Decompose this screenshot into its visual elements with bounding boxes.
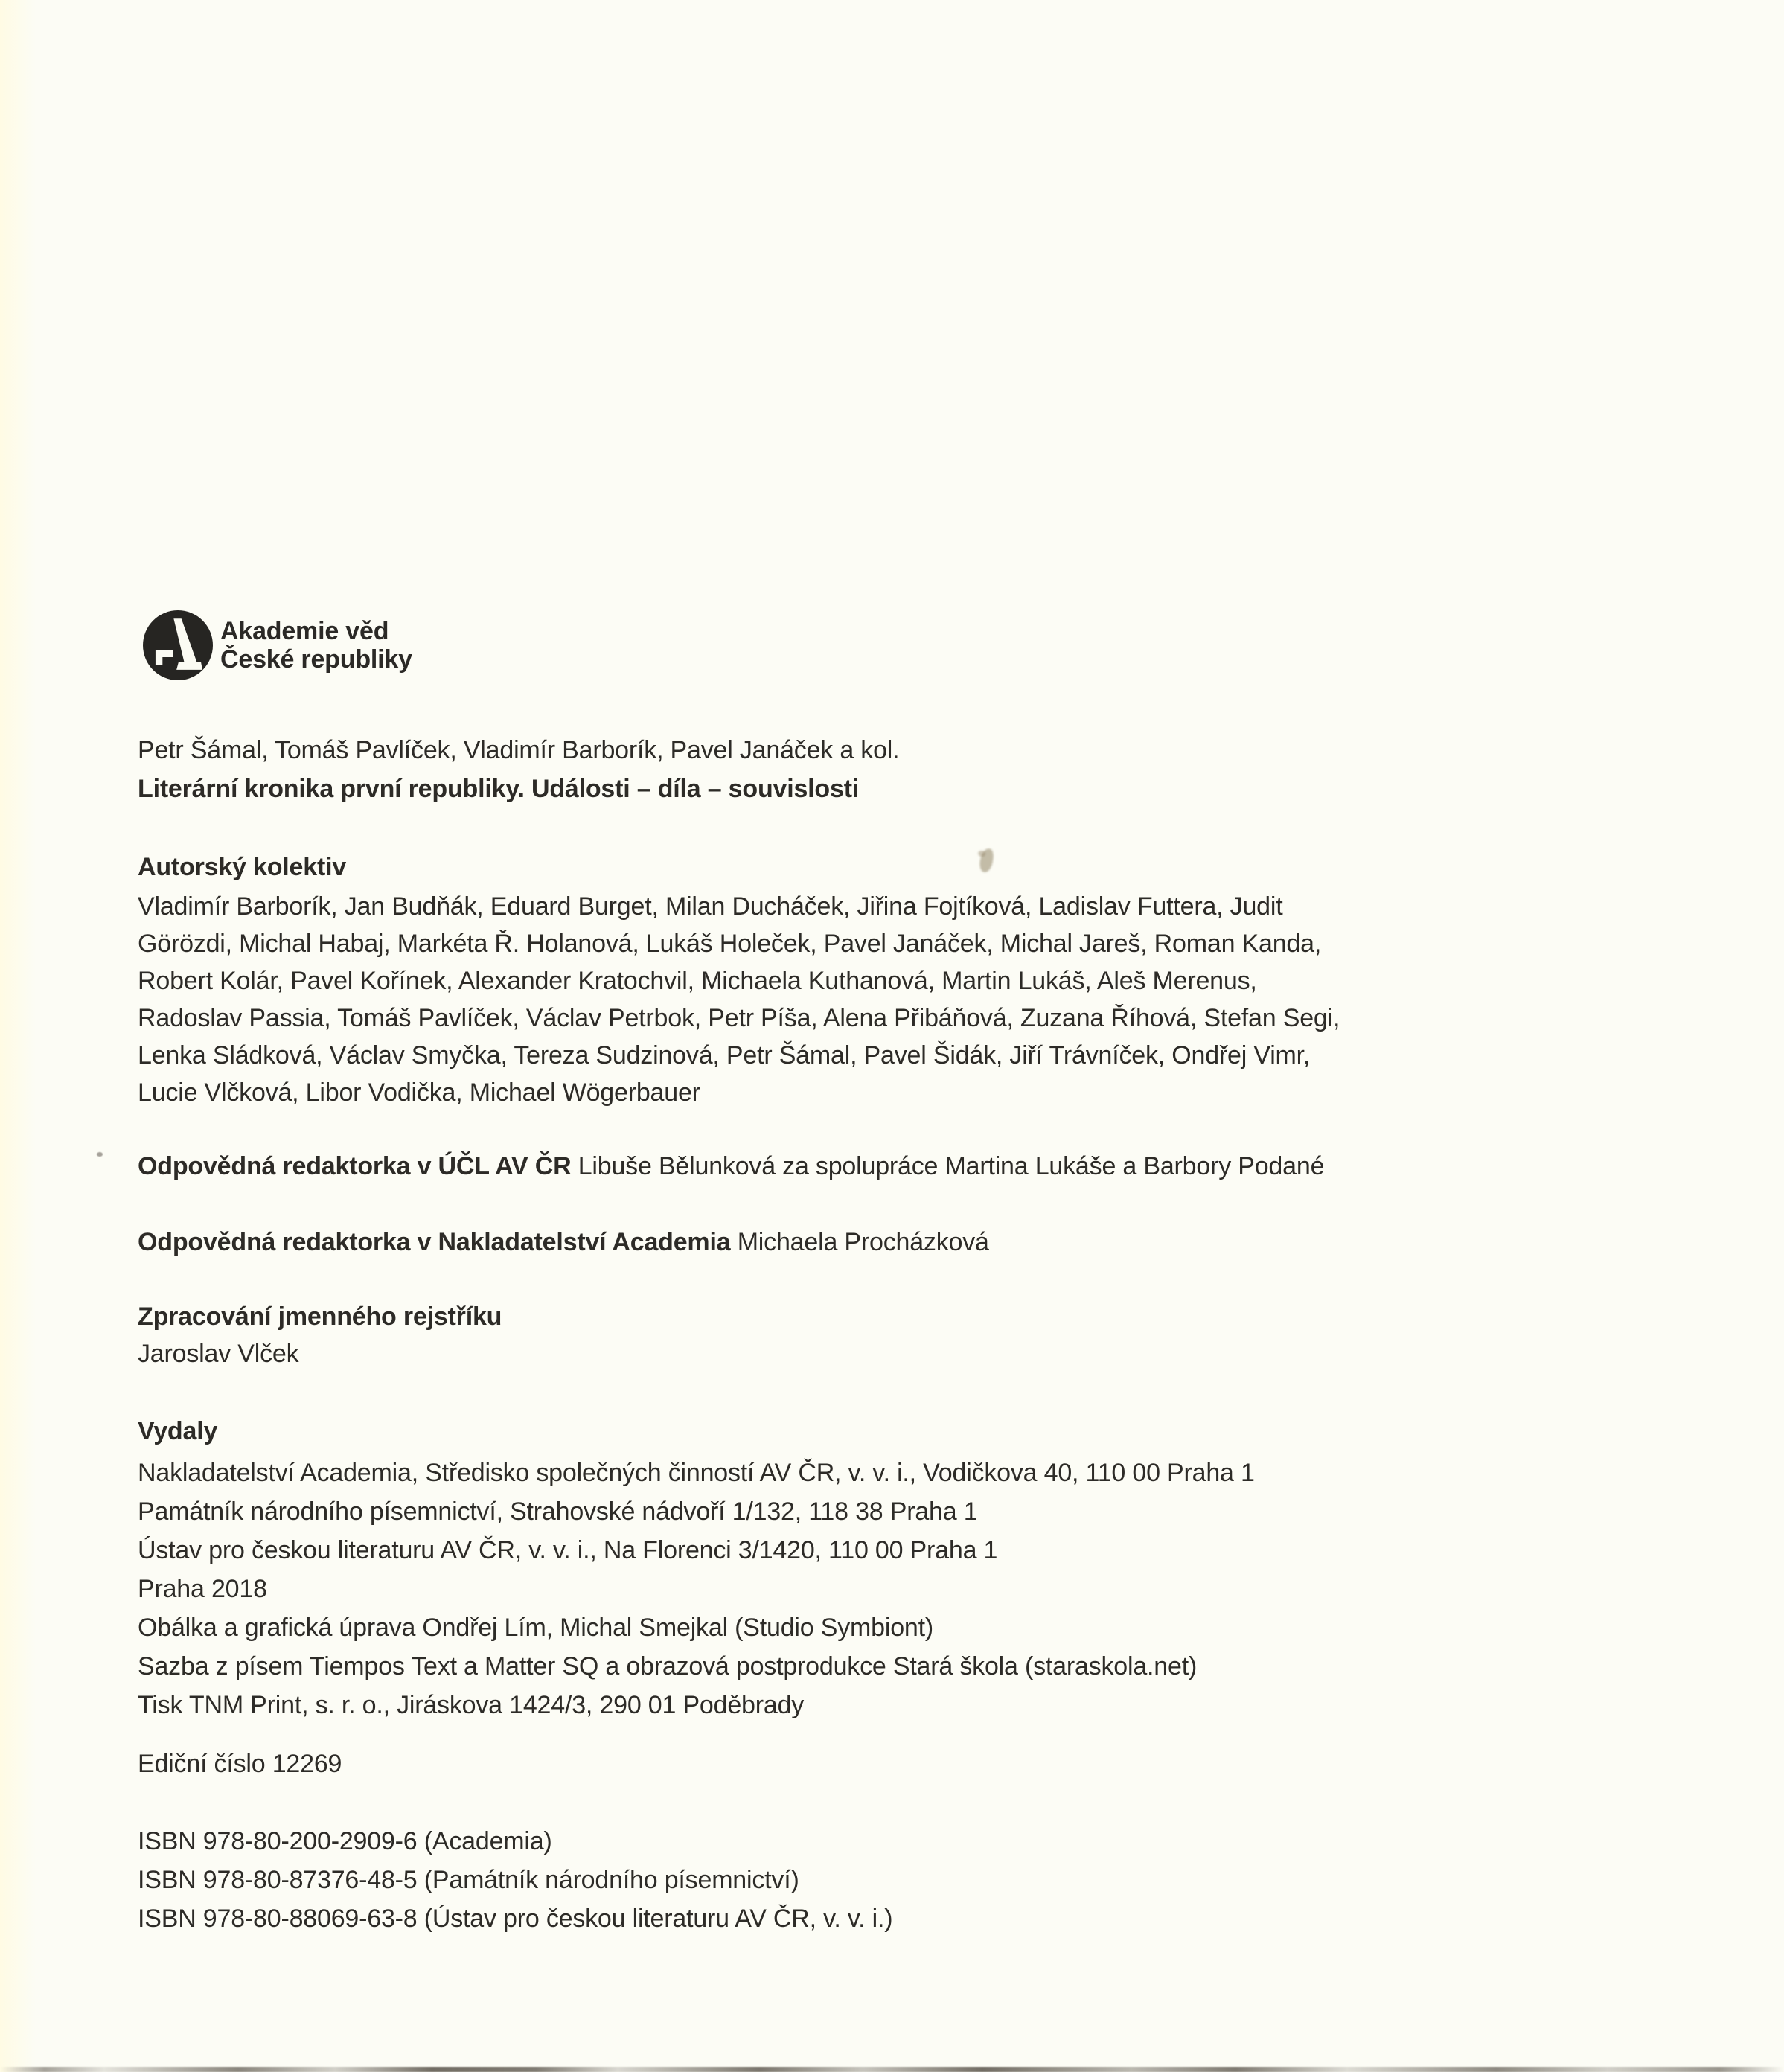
edition-number: Ediční číslo 12269 [138, 1750, 342, 1778]
authors-line: Görözdi, Michal Habaj, Markéta Ř. Holanová, Lukáš Holeček, Pavel Janáček, Michal Jareš, Roman Kanda, [138, 930, 1322, 958]
authors-heading: Autorský kolektiv [138, 853, 347, 881]
authors-line: Vladimír Barborík, Jan Budňák, Eduard Burget, Milan Ducháček, Jiřina Fojtíková, Ladislav Futtera, Judit [138, 892, 1283, 921]
imprint-line: Sazba z písem Tiempos Text a Matter SQ a obrazová postprodukce Stará škola (staraskola.net) [138, 1652, 1198, 1681]
editor-value: Michaela Procházková [737, 1228, 989, 1256]
name-index-author: Jaroslav Vlček [138, 1340, 299, 1368]
scan-dot [97, 1152, 103, 1157]
responsible-editor-ucl [138, 1150, 1324, 1183]
imprint-line: Obálka a grafická úprava Ondřej Lím, Michal Smejkal (Studio Symbiont) [138, 1614, 933, 1642]
publisher-logo [143, 610, 412, 680]
authors-list [138, 888, 1340, 1111]
authors-line: Robert Kolár, Pavel Kořínek, Alexander Kratochvil, Michaela Kuthanová, Martin Lukáš, Aleš Merenus, [138, 967, 1257, 995]
isbn-line: ISBN 978-80-88069-63-8 (Ústav pro českou literaturu AV ČR, v. v. i.) [138, 1905, 893, 1933]
publisher-name-line2: České republiky [220, 645, 412, 674]
publisher-name [220, 617, 412, 674]
responsible-editor-academia [138, 1226, 989, 1259]
imprint-heading: Vydaly [138, 1417, 218, 1445]
imprint-line: Praha 2018 [138, 1575, 267, 1603]
editor-label: Odpovědná redaktorka v Nakladatelství Academia [138, 1228, 731, 1256]
scan-left-tint [0, 0, 45, 2072]
imprint-line: Nakladatelství Academia, Středisko společných činností AV ČR, v. v. i., Vodičkova 40, 110 00 Praha 1 [138, 1459, 1255, 1487]
isbn-line: ISBN 978-80-200-2909-6 (Academia) [138, 1827, 552, 1855]
editor-value: Libuše Bělunková za spolupráce Martina Lukáše a Barbory Podané [578, 1152, 1325, 1180]
scan-edge [0, 2067, 1784, 2072]
authors-line: Lucie Vlčková, Libor Vodička, Michael Wögerbauer [138, 1078, 700, 1107]
imprint-list [138, 1454, 1255, 1724]
avcr-logo-icon [143, 610, 213, 680]
byline: Petr Šámal, Tomáš Pavlíček, Vladimír Barborík, Pavel Janáček a kol. [138, 736, 900, 764]
isbn-line: ISBN 978-80-87376-48-5 (Památník národního písemnictví) [138, 1866, 799, 1894]
isbn-list [138, 1822, 892, 1938]
scan-smudge [979, 848, 994, 873]
authors-line: Lenka Sládková, Václav Smyčka, Tereza Sudzinová, Petr Šámal, Pavel Šidák, Jiří Trávníček, Ondřej Vimr, [138, 1041, 1311, 1069]
imprint-line: Památník národního písemnictví, Strahovské nádvoří 1/132, 118 38 Praha 1 [138, 1497, 978, 1526]
imprint-line: Tisk TNM Print, s. r. o., Jiráskova 1424/3, 290 01 Poděbrady [138, 1691, 805, 1719]
publisher-name-line1: Akademie věd [220, 617, 389, 645]
name-index-heading: Zpracování jmenného rejstříku [138, 1302, 502, 1331]
editor-label: Odpovědná redaktorka v ÚČL AV ČR [138, 1152, 572, 1180]
book-title: Literární kronika první republiky. Události – díla – souvislosti [138, 775, 860, 803]
imprint-line: Ústav pro českou literaturu AV ČR, v. v. i., Na Florenci 3/1420, 110 00 Praha 1 [138, 1536, 998, 1564]
authors-line: Radoslav Passia, Tomáš Pavlíček, Václav Petrbok, Petr Píša, Alena Přibáňová, Zuzana Říhová, Stefan Segi, [138, 1004, 1340, 1032]
